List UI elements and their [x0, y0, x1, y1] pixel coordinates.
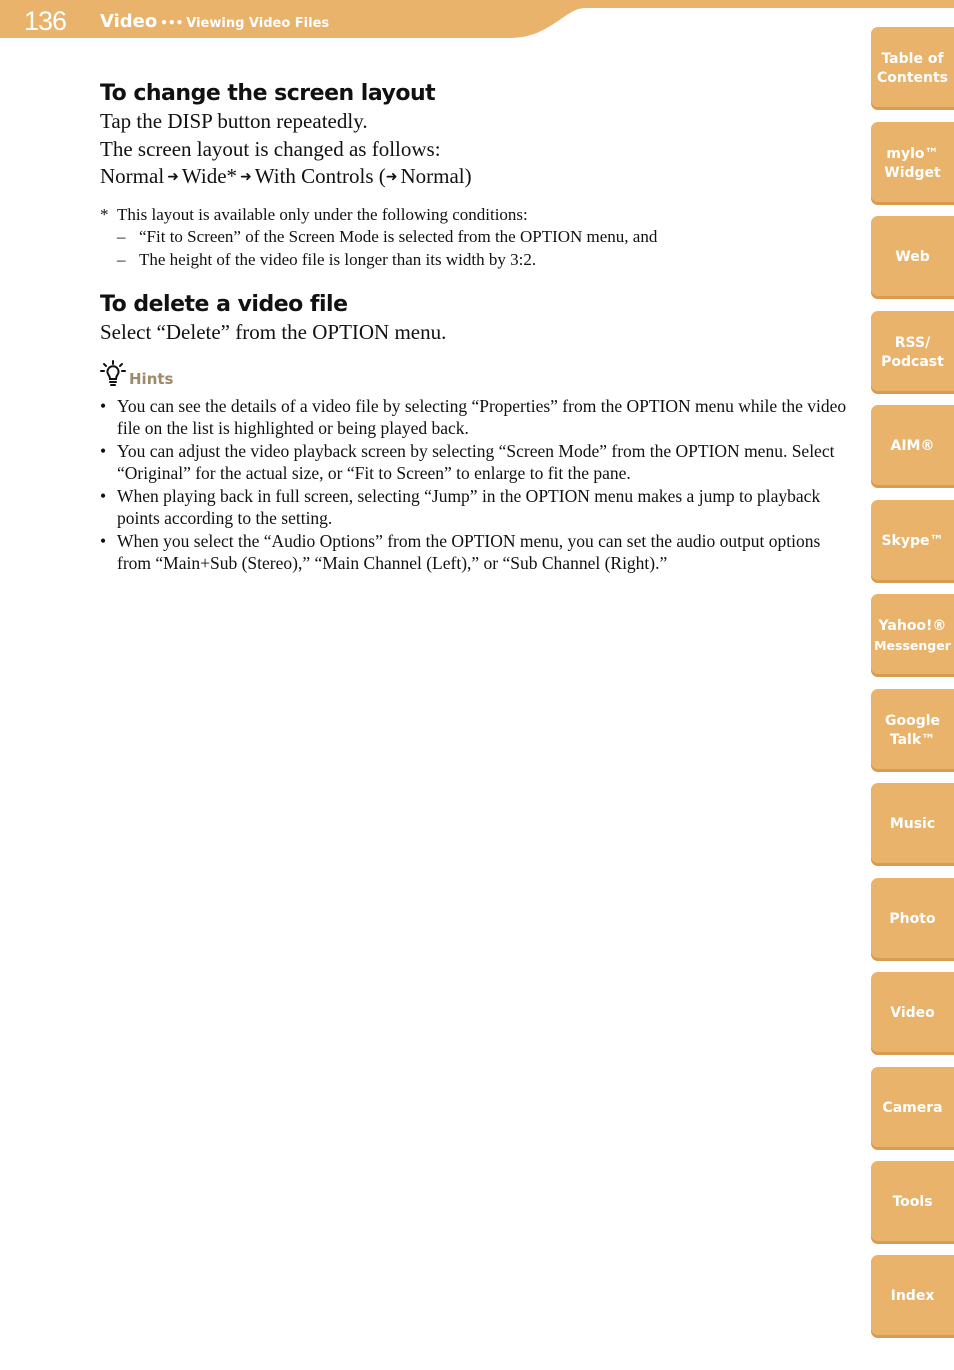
tab-skype[interactable]: Skype™	[871, 500, 954, 583]
section-heading-screen-layout: To change the screen layout	[100, 81, 436, 106]
flow-step: Normal	[100, 164, 165, 188]
arrow-right-icon: ➜	[240, 170, 252, 185]
footnote-condition: The height of the video file is longer than its width by 3:2.	[139, 249, 537, 269]
tab-index[interactable]: Index	[871, 1255, 954, 1338]
tab-google-talk[interactable]: Google Talk™	[871, 689, 954, 772]
list-item: • You can see the details of a video file by selecting “Properties” from the OPTION menu while the video file on the list is highlighted or being played back.	[100, 395, 847, 438]
list-item: • You can adjust the video playback screen by selecting “Screen Mode” from the OPTION menu. Select “Original” for the actual size, or “Fit to Screen” to enlarge to fit the pane.	[100, 440, 835, 483]
lightbulb-icon	[100, 359, 126, 389]
main-content	[100, 80, 850, 575]
page-number: 136	[24, 6, 67, 36]
header-band	[0, 0, 954, 40]
flow-step: With Controls (	[254, 164, 386, 188]
breadcrumb-separator: •••	[160, 16, 184, 30]
breadcrumb	[100, 11, 329, 32]
tab-mylo-widget[interactable]: mylo™ Widget	[871, 122, 954, 205]
flow-step: Wide*	[181, 164, 238, 188]
tab-photo[interactable]: Photo	[871, 878, 954, 961]
hints-list	[100, 395, 850, 575]
footnote	[100, 204, 850, 272]
footnote-condition: “Fit to Screen” of the Screen Mode is selected from the OPTION menu, and	[139, 227, 658, 246]
section-heading-delete-video: To delete a video file	[100, 292, 348, 317]
tab-web[interactable]: Web	[871, 216, 954, 299]
hints-header	[100, 357, 850, 389]
arrow-right-icon: ➜	[385, 170, 398, 185]
hints-label: Hints	[129, 369, 174, 388]
layout-flow	[100, 163, 850, 194]
arrow-right-icon: ➜	[167, 170, 179, 185]
tab-aim[interactable]: AIM®	[871, 405, 954, 488]
footnote-text: This layout is available only under the following conditions:	[117, 204, 528, 224]
flow-step: Normal)	[400, 164, 472, 188]
list-item: • When you select the “Audio Options” from the OPTION menu, you can set the audio output options from “Main+Sub (Stereo),” “Main Channel (Left),” or “Sub Channel (Right).”	[100, 530, 821, 573]
list-item: • When playing back in full screen, selecting “Jump” in the OPTION menu makes a jump to playback points according to the setting.	[100, 485, 821, 528]
tab-yahoo-messenger[interactable]: Yahoo!® Messenger	[871, 594, 954, 677]
tab-rss-podcast[interactable]: RSS/ Podcast	[871, 311, 954, 394]
breadcrumb-section[interactable]: Video	[100, 11, 158, 32]
tab-table-of-contents[interactable]: Table of Contents	[871, 27, 954, 110]
footnote-mark: *	[100, 204, 109, 224]
tab-video[interactable]: Video	[871, 972, 954, 1055]
breadcrumb-page-title: Viewing Video Files	[186, 16, 330, 31]
dash-marker: –	[117, 249, 126, 269]
body-text: Select “Delete” from the OPTION menu.	[100, 320, 447, 344]
body-text: Tap the DISP button repeatedly.	[100, 109, 368, 133]
tab-tools[interactable]: Tools	[871, 1161, 954, 1244]
tab-music[interactable]: Music	[871, 783, 954, 866]
dash-marker: –	[117, 227, 126, 246]
body-text: The screen layout is changed as follows:	[100, 136, 441, 161]
tab-camera[interactable]: Camera	[871, 1067, 954, 1150]
